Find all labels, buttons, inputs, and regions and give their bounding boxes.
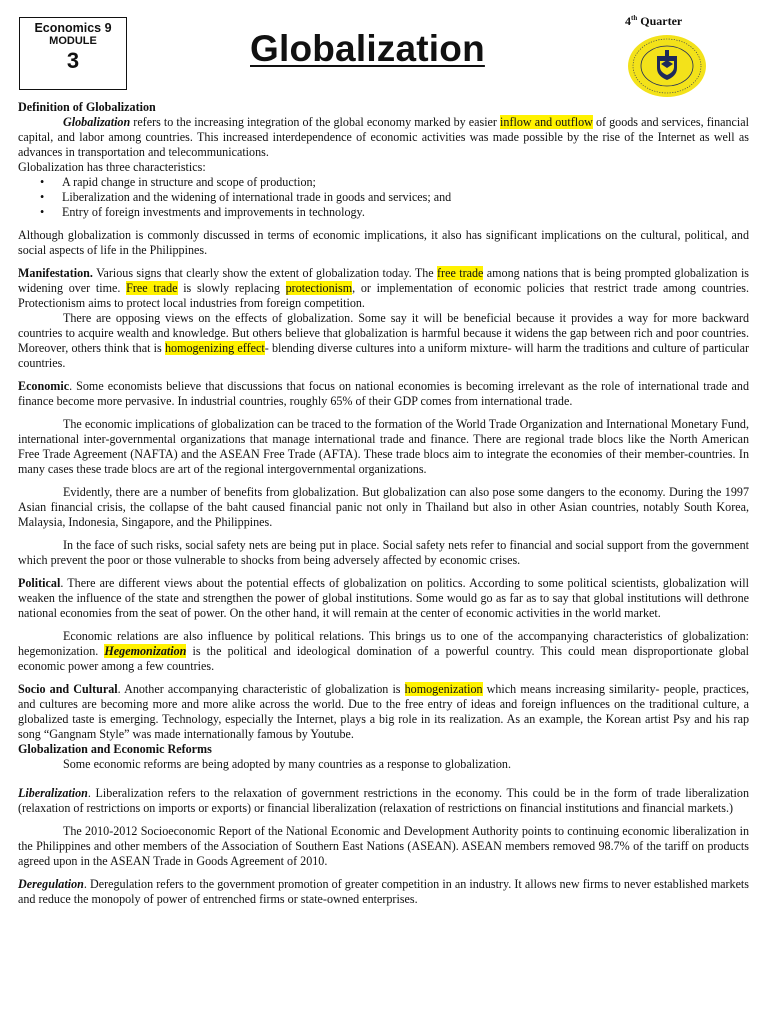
text-run: Various signs that clearly show the extent of globalization today. The [92,266,438,280]
document-body [18,100,749,907]
highlight-free-trade: Free trade [126,281,178,295]
quarter-label [625,14,682,29]
text-run: among nations that is being prompted globalization is widening over time. [18,266,750,295]
manifestation-paragraph [18,266,749,311]
hegemonization-paragraph [18,629,749,674]
text-run: is the political and ideological domination of a powerful country. This could mean disproportionate global economic power among a few countries. [18,644,749,673]
implications-paragraph: Although globalization is commonly discussed in terms of economic implications, it also has significant implications on the cultural, political, and social aspects of life in the Philippines. [18,228,749,257]
quarter-word: Quarter [637,14,683,28]
economic-implications-paragraph: The economic implications of globalization can be traced to the formation of the World Trade Organization and International Monetary Fund, international inter-governmental organizations that manage international trade and finance. There are regional trade blocs like the North American Free Trade Agreement (NAFTA) and the ASEAN Free Trade (AFTA). These trade blocs aim to integrate the economies of their member-countries. In many cases these trade blocs are art of the regional intergovernmental organizations. [18,417,749,476]
manifestation-heading: Manifestation. [18,266,93,280]
text-run: . Some economists believe that discussions that focus on national economies is becoming irrelevant as the role of international trade and finance become more pervasive. In industrial countries, roughly 65% of their GDP comes from international trade. [18,379,749,408]
text-run: . Another accompanying characteristic of globalization is [117,682,405,696]
highlight-inflow-outflow: inflow and outflow [500,115,593,129]
highlight-protectionism: protectionism [285,281,353,295]
definition-heading: Definition of Globalization [18,100,156,114]
highlight-free-trade: free trade [437,266,484,280]
deregulation-paragraph [18,877,749,907]
liberalization-heading: Liberalization [18,786,88,800]
characteristics-intro: Globalization has three characteristics: [18,160,206,174]
text-run: . Liberalization refers to the relaxation of government restrictions in the economy. This could be in the form of trade liberalization (relaxation of restrictions on imports or exports) or financial liberalization (relaxation of restrictions on financial institutions and financial markets.) [18,786,749,815]
socio-cultural-paragraph [18,682,749,742]
reforms-heading: Globalization and Economic Reforms [18,742,212,756]
text-run: . There are different views about the potential effects of globalization on politics. According to some political scientists, globalization will weaken the influence of the state and strengthen the power of global institutions. Some would go as far as to say that global institutions will dethrone national economies from the seat of power. On the other hand, it will remain at the center of economic activities in the world market. [18,576,749,620]
module-box [19,17,127,90]
political-paragraph [18,576,749,621]
liberalization-paragraph [18,786,749,816]
academy-seal-logo [627,34,707,98]
module-label: MODULE [49,35,97,47]
highlight-hegemonization: Hegemonization [104,644,187,658]
socio-cultural-heading: Socio and Cultural [18,682,118,696]
characteristics-list [18,175,749,220]
list-item: • Entry of foreign investments and improvements in technology. [62,205,749,220]
economic-heading: Economic [18,379,70,393]
definition-paragraph [18,115,749,160]
quarter-suffix-sup: th [631,14,638,22]
highlight-homogenizing-effect: homogenizing effect [164,341,265,355]
text-run: of goods and services, financial capital, and labor among countries. This increased interdependence of economic activities was made possible by the rise of the Internet as well as advances in transportation and telecommunications. [18,115,749,159]
opposing-views-paragraph [18,311,749,371]
quarter-number: 4 [625,14,631,28]
list-item: • A rapid change in structure and scope of production; [62,175,749,190]
deregulation-heading: Deregulation [18,877,84,891]
list-item: • Liberalization and the widening of international trade in goods and services; and [62,190,749,205]
safety-nets-paragraph: In the face of such risks, social safety nets are being put in place. Social safety nets refer to financial and social support from the government which prevent the poor or those vulnerable to shocks from being adversely affected by economic crises. [18,538,749,567]
text-run: which means increasing similarity- people, practices, and cultures are becoming more and more alike across the world. Due to the free entry of ideas and foreign influences on the traditional culture, a globalized taste is emerging. Technology, especially the Internet, plays a big role in its realization. As an example, the Korean artist Psy and his rap song “Gangnam Style” was made internationally famous by Youtube. [18,682,749,741]
neda-report-paragraph: The 2010-2012 Socioeconomic Report of the National Economic and Development Authority points to continuing economic liberalization in the Philippines and other members of the Association of Southern East Nations (ASEAN). ASEAN members removed 98.7% of the tariff on products agreed upon in the ASEAN Trade in Goods Agreement of 2010. [18,824,749,868]
subject-label: Economics 9 [34,21,112,35]
text-run: There are opposing views on the effects of globalization. Some say it will be beneficial because it provides a way for more backward countries to acquire wealth and knowledge. But others believe that globalization is harmful because it widens the gap between rich and poor countries. Moreover, others think that is [18,311,749,355]
text-run: . Deregulation refers to the government promotion of greater competition in an industry. It allows new firms to never established markets and reduce the monopoly of power of entrenched firms or state-owned enterprises. [18,877,749,906]
text-run: Economic relations are also influence by political relations. This brings us to one of the accompanying characteristics of globalization: hegemonization. [18,629,749,658]
text-run: , or implementation of economic policies that restrict trade among countries. Protectionism aims to protect local industries from foreign competition. [18,281,750,310]
text-run: refers to the increasing integration of the global economy marked by easier [130,115,501,129]
module-number: 3 [66,48,80,73]
reforms-intro: Some economic reforms are being adopted by many countries as a response to globalization. [63,757,512,771]
highlight-homogenization: homogenization [404,682,483,696]
text-run: is slowly replacing [177,281,286,295]
asian-crisis-paragraph: Evidently, there are a number of benefits from globalization. But globalization can also pose some dangers to the economy. During the 1997 Asian financial crisis, the collapse of the baht caused financial panic not only in Thailand but also in other Asian countries, notably South Korea, Malaysia, Indonesia, Singapore, and the Philippines. [18,485,749,529]
economic-paragraph [18,379,749,409]
political-heading: Political [18,576,61,590]
text-run: - blending diverse cultures into a uniform mixture- will harm the traditions and culture of particular countries. [18,341,749,370]
page-title: Globalization [250,28,485,69]
definition-term: Globalization [63,115,131,129]
